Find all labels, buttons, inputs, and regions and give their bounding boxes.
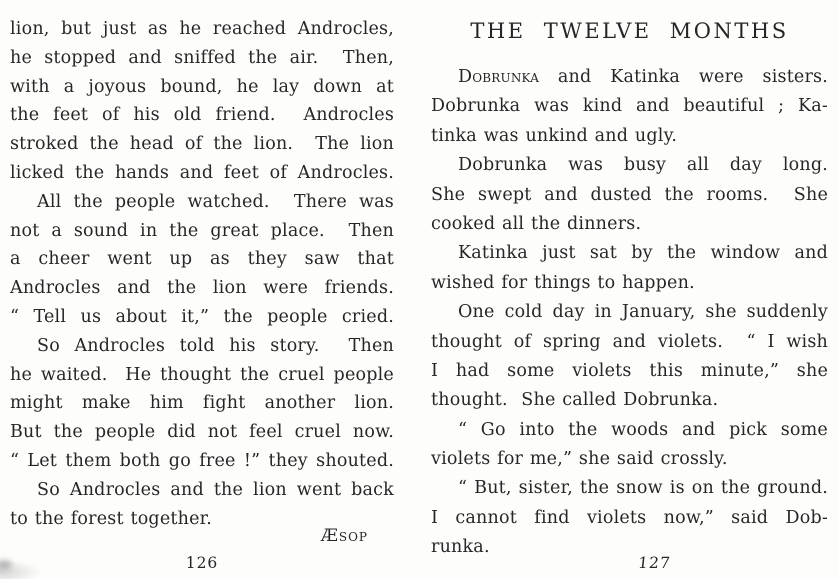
text-line: thought of spring and violets. “ I wish [431, 331, 828, 352]
text-line: So Androcles and the lion went back [37, 479, 394, 500]
page-left [10, 15, 394, 572]
text-line: might make him fight another lion. [10, 393, 394, 414]
page-number-right: 127 [637, 554, 672, 572]
text-line: he stopped and sniffed the air. Then, [10, 47, 394, 68]
text-line: Dobrunka was busy all day long. [458, 155, 828, 176]
text-line: “ Tell us about it,” the people cried. [10, 306, 394, 327]
text-line: So Androcles told his story. Then [37, 335, 394, 356]
text-line: One cold day in January, she suddenly [458, 302, 828, 323]
text-line: cooked all the dinners. [431, 213, 642, 234]
text-line: the feet of his old friend. Androcles [10, 105, 394, 126]
text-line: I cannot find violets now,” said Dob- [431, 507, 828, 528]
text-line: “ But, sister, the snow is on the ground. [458, 478, 828, 499]
text-line: Katinka just sat by the window and [458, 243, 828, 264]
text-line: She swept and dusted the rooms. She [431, 184, 828, 205]
story-title: THE TWELVE MONTHS [470, 19, 789, 43]
text-line: Dobrunka and Katinka were sisters. [458, 67, 828, 87]
text-line: to the forest together. [10, 508, 213, 529]
text-line: stroked the head of the lion. The lion [10, 134, 394, 155]
text-line: not a sound in the great place. Then [10, 220, 394, 241]
lead-word-smallcaps: Dobrunka [458, 67, 540, 87]
page-left-text-column [10, 15, 394, 533]
text-line: But the people did not feel cruel now. [10, 422, 394, 443]
text-line: tinka was unkind and ugly. [431, 125, 678, 146]
text-line: lion, but just as he reached Androcles, [10, 19, 394, 39]
text-line: licked the hands and feet of Androcles. [10, 162, 394, 183]
author-attribution: Æsop [320, 526, 368, 546]
text-line: “ Go into the woods and pick some [458, 419, 828, 440]
text-line: I had some violets this minute,” she [431, 360, 828, 381]
page-right [431, 14, 828, 572]
page-right-text-column [431, 63, 828, 563]
text-line: violets for me,” she said crossly. [431, 449, 728, 470]
text-line: runka. [431, 537, 490, 558]
text-line: he waited. He thought the cruel people [10, 364, 394, 385]
text-line: with a joyous bound, he lay down at [10, 76, 394, 97]
page-number-left: 126 [185, 554, 219, 572]
text-line: wished for things to happen. [431, 272, 695, 293]
text-line: All the people watched. There was [37, 191, 394, 212]
text-line: “ Let them both go free !” they shouted. [10, 450, 394, 471]
text-line: a cheer went up as they saw that [10, 249, 394, 270]
text-line: thought. She called Dobrunka. [431, 390, 719, 411]
text-line: Androcles and the lion were friends. [10, 278, 394, 299]
text-line: Dobrunka was kind and beautiful ; Ka- [431, 96, 828, 117]
